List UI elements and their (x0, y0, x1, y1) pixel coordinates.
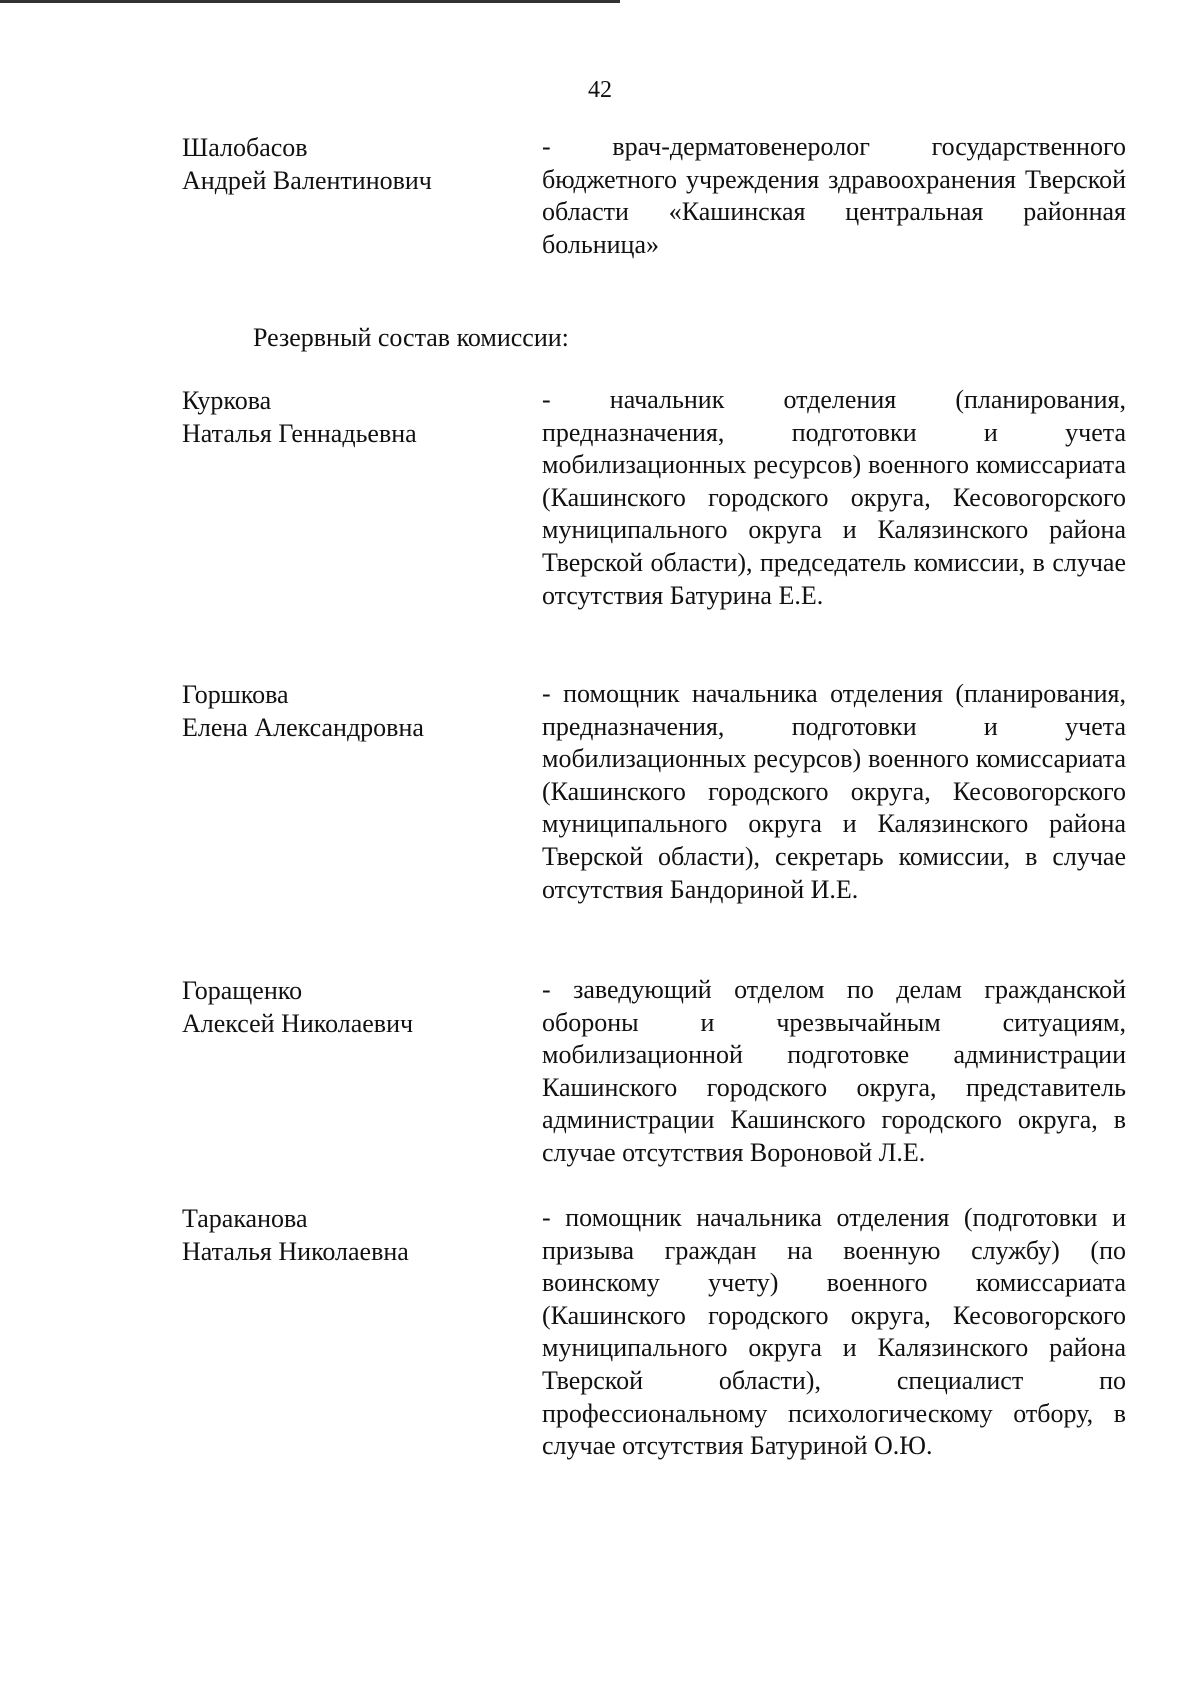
member-surname: Шалобасов (182, 133, 308, 162)
member-given-names: Наталья Геннадьевна (182, 419, 417, 448)
member-given-names: Алексей Николаевич (182, 1009, 414, 1038)
member-name (182, 384, 512, 450)
page-number: 42 (588, 77, 612, 103)
member-name (182, 131, 512, 197)
member-surname: Горащенко (182, 976, 303, 1005)
member-given-names: Елена Александровна (182, 713, 424, 742)
member-surname: Горшкова (182, 680, 289, 709)
member-name (182, 1202, 512, 1268)
member-surname: Тараканова (182, 1204, 308, 1233)
member-name (182, 678, 512, 744)
member-description: - начальник отделения (планирования, предназначения, подготовки и учета мобилизационных ресурсов) военного комиссариата (Кашинского городского округа, Кесовогорского муниципального округа и Калязинского района Тверской области), председатель комиссии, в случае отсутствия Батурина Е.Е. (542, 385, 1126, 610)
member-description: - заведующий отделом по делам гражданской обороны и чрезвычайным ситуациям, мобилизационной подготовке администрации Кашинского городского округа, представитель администрации Кашинского городского округа, в случае отсутствия Вороновой Л.Е. (542, 975, 1126, 1167)
member-given-names: Наталья Николаевна (182, 1237, 409, 1266)
top-border-line (0, 0, 620, 3)
member-name (182, 974, 512, 1040)
member-description: - помощник начальника отделения (подготовки и призыва граждан на военную службу) (по воинскому учету) военного комиссариата (Кашинского городского округа, Кесовогорского муниципального округа и Калязинского района Тверской области), специалист по профессиональному психологическому отбору, в случае отсутствия Батуриной О.Ю. (542, 1203, 1126, 1461)
member-surname: Куркова (182, 386, 272, 415)
member-given-names: Андрей Валентинович (182, 166, 432, 195)
reserve-section-heading: Резервный состав комиссии: (253, 323, 569, 352)
member-description: - врач-дерматовенеролог государственного бюджетного учреждения здравоохранения Тверской области «Кашинская центральная районная больница» (542, 132, 1126, 259)
member-description: - помощник начальника отделения (планирования, предназначения, подготовки и учета мобилизационных ресурсов) военного комиссариата (Кашинского городского округа, Кесовогорского муниципального округа и Калязинского района Тверской области), секретарь комиссии, в случае отсутствия Бандориной И.Е. (542, 679, 1126, 904)
